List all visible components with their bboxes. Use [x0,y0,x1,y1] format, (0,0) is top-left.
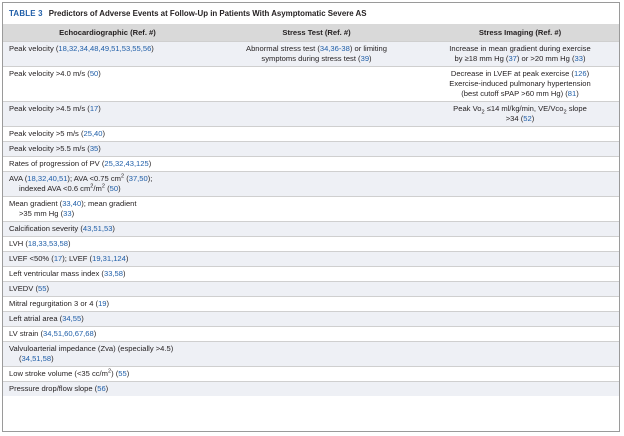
table-header-row [3,24,619,42]
cell-stress-test [212,102,421,127]
cell-echocardiographic [3,312,212,327]
text-segment: Left ventricular mass index ( [9,269,104,278]
cell-echocardiographic [3,367,212,382]
cell-line [427,104,613,114]
cell-stress-test [212,342,421,367]
cell-stress-imaging [421,222,619,237]
table-row [3,282,619,297]
text-segment: AVA ( [9,174,28,183]
cell-stress-test [212,237,421,252]
reference-link: 19,31,124 [92,254,126,263]
text-segment: Mitral regurgitation 3 or 4 ( [9,299,99,308]
text-segment: >34 ( [505,114,524,123]
header-stress-test: Stress Test (Ref. #) [212,24,421,42]
text-segment: Peak velocity >4.0 m/s ( [9,69,90,78]
table-row [3,42,619,67]
cell-stress-test [212,157,421,172]
cell-echocardiographic [3,237,212,252]
text-segment: ) [125,254,129,263]
cell-line [9,174,206,184]
cell-echocardiographic [3,282,212,297]
reference-link: 33,58 [103,269,123,278]
text-segment: ) [98,144,101,153]
text-segment: ) or >20 mm Hg ( [516,54,575,63]
cell-stress-test [212,222,421,237]
text-segment: Peak velocity >5.5 m/s ( [9,144,90,153]
cell-stress-imaging [421,67,619,102]
cell-stress-test [212,297,421,312]
table-row [3,157,619,172]
cell-echocardiographic [3,127,212,142]
text-segment: ) [46,284,49,293]
cell-stress-test [212,252,421,267]
cell-line [9,159,206,169]
reference-link: 43,51,53 [82,224,113,233]
cell-echocardiographic [3,197,212,222]
cell-stress-imaging [421,127,619,142]
cell-stress-test [212,197,421,222]
text-segment: (best cutoff sPAP >60 mm Hg) ( [461,89,568,98]
cell-echocardiographic [3,267,212,282]
reference-link: 52 [523,114,532,123]
text-segment: ) [93,329,97,338]
text-segment: ) [582,54,586,63]
reference-link: 37 [508,54,517,63]
text-segment: Peak velocity ( [9,44,59,53]
table-row [3,297,619,312]
reference-link: 37,50 [128,174,148,183]
table-row [3,67,619,102]
cell-stress-test [212,67,421,102]
reference-link: 55 [118,369,127,378]
cell-stress-test [212,367,421,382]
text-segment: Peak velocity >4.5 m/s ( [9,104,90,113]
table-row [3,172,619,197]
cell-stress-test [212,42,421,67]
text-segment: Valvuloarterial impedance (Zva) (especially >4.5) [9,344,174,353]
cell-line [9,224,206,234]
text-segment: by ≥18 mm Hg ( [454,54,509,63]
cell-stress-test [212,172,421,197]
reference-link: 126 [573,69,587,78]
text-segment: Exercise-induced pulmonary hypertension [449,79,591,88]
reference-link: 34,51,60,67,68 [43,329,94,338]
text-segment: ); mean gradient [81,199,137,208]
text-segment: LV strain ( [9,329,44,338]
cell-stress-imaging [421,367,619,382]
table-row [3,127,619,142]
text-segment: Decrease in LVEF at peak exercise ( [450,69,574,78]
reference-link: 33 [574,54,583,63]
text-segment: /m [93,184,102,193]
cell-line [9,239,206,249]
text-segment: LVEDV ( [9,284,38,293]
header-stress-imaging: Stress Imaging (Ref. #) [421,24,619,42]
cell-line [427,69,613,79]
cell-stress-imaging [421,197,619,222]
text-segment: slope [566,104,587,113]
text-segment: ) [67,239,71,248]
text-segment: ) [105,384,109,393]
cell-stress-imaging [421,252,619,267]
reference-link: 34,51,58 [21,354,52,363]
text-segment: symptoms during stress test ( [261,54,361,63]
cell-stress-imaging [421,342,619,367]
subscript: 2 [563,109,567,116]
text-segment: Increase in mean gradient during exercise [449,44,591,53]
text-segment: ) [112,224,115,233]
table-row [3,382,619,397]
cell-stress-imaging [421,157,619,172]
reference-link: 56 [97,384,106,393]
reference-link: 25,32,43,125 [104,159,149,168]
text-segment: ) [148,159,152,168]
text-segment: ≤14 ml/kg/min, VE/Vco [484,104,564,113]
text-segment: ) [51,354,54,363]
cell-line [427,114,613,124]
text-segment: Pressure drop/flow slope ( [9,384,98,393]
text-segment: ); AVA <0.75 cm [67,174,121,183]
table-title: Predictors of Adverse Events at Follow-Up in Patients With Asymptomatic Severe AS [48,9,367,18]
text-segment: ) [151,44,154,53]
cell-line [9,69,206,79]
reference-link: 33,40 [62,199,82,208]
text-segment: ); LVEF ( [62,254,93,263]
reference-link: 81 [567,89,577,98]
cell-stress-test [212,267,421,282]
cell-stress-test [212,312,421,327]
cell-line [427,89,613,99]
cell-stress-test [212,127,421,142]
cell-stress-imaging [421,382,619,397]
cell-echocardiographic [3,142,212,157]
reference-link: 18,33,53,58 [27,239,68,248]
superscript: 2 [120,173,125,180]
cell-echocardiographic [3,297,212,312]
cell-line [9,269,206,279]
cell-line-continued [9,184,206,194]
cell-line [9,344,206,354]
cell-line [9,314,206,324]
cell-stress-imaging [421,297,619,312]
reference-link: 55 [37,284,47,293]
table-row [3,327,619,342]
text-segment: ) or limiting [349,44,387,53]
table-row [3,342,619,367]
table-container [2,2,620,432]
text-segment: ) [586,69,590,78]
cell-line [9,284,206,294]
reference-link: 18,32,40,51 [27,174,68,183]
text-segment: Left atrial area ( [9,314,63,323]
text-segment: ) [576,89,579,98]
cell-line-continued [9,354,206,364]
text-segment: Abnormal stress test ( [246,44,320,53]
text-segment: ) [122,269,126,278]
cell-line [9,199,206,209]
cell-line [9,384,206,394]
table-row [3,222,619,237]
text-segment: ) [106,299,110,308]
reference-link: 19 [98,299,107,308]
table-row [3,252,619,267]
text-segment: ) [126,369,130,378]
subscript: 2 [481,109,485,116]
text-segment: Low stroke volume (<35 cc/m [9,369,108,378]
cell-line [427,79,613,89]
cell-echocardiographic [3,157,212,172]
table-row [3,197,619,222]
cell-line [427,44,613,54]
text-segment: Calcification severity ( [9,224,83,233]
cell-echocardiographic [3,42,212,67]
text-segment: Rates of progression of PV ( [9,159,105,168]
reference-link: 18,32,34,48,49,51,53,55,56 [58,44,152,53]
reference-link: 34,55 [62,314,82,323]
cell-line [9,299,206,309]
cell-line [9,254,206,264]
text-segment: ( [19,354,22,363]
cell-stress-imaging [421,142,619,157]
text-segment: Peak Vo [453,104,482,113]
cell-echocardiographic [3,327,212,342]
cell-echocardiographic [3,342,212,367]
reference-link: 39 [360,54,370,63]
predictors-table [3,24,619,396]
cell-stress-test [212,327,421,342]
table-caption [3,3,619,24]
cell-line [9,104,206,114]
superscript: 2 [107,368,112,375]
text-segment: Mean gradient ( [9,199,63,208]
text-segment: ) [98,104,101,113]
table-row [3,267,619,282]
text-segment: ( [124,174,129,183]
superscript: 2 [101,183,105,190]
cell-line-continued [9,209,206,219]
cell-echocardiographic [3,172,212,197]
table-row [3,237,619,252]
text-segment: LVH ( [9,239,28,248]
cell-echocardiographic [3,382,212,397]
cell-line [9,329,206,339]
cell-stress-imaging [421,42,619,67]
cell-stress-imaging [421,312,619,327]
cell-line [427,54,613,64]
cell-stress-imaging [421,267,619,282]
reference-link: 50 [109,184,119,193]
cell-stress-imaging [421,282,619,297]
reference-link: 33 [63,209,72,218]
text-segment: LVEF <50% ( [9,254,54,263]
cell-line [9,129,206,139]
reference-link: 34,36-38 [319,44,350,53]
reference-link: 17 [89,104,99,113]
text-segment: >35 mm Hg ( [19,209,64,218]
superscript: 2 [90,183,94,190]
text-segment: ) [531,114,535,123]
text-segment: ) [81,314,84,323]
cell-echocardiographic [3,67,212,102]
cell-line [9,369,206,379]
text-segment: ) [102,129,106,138]
cell-stress-imaging [421,237,619,252]
text-segment: ) [369,54,372,63]
cell-line [218,44,415,54]
table-body [3,42,619,397]
reference-link: 35 [89,144,99,153]
reference-link: 25,40 [83,129,103,138]
text-segment: ) [118,184,121,193]
text-segment: indexed AVA <0.6 cm [19,184,91,193]
cell-stress-imaging [421,172,619,197]
cell-line [9,44,206,54]
cell-echocardiographic [3,102,212,127]
cell-stress-imaging [421,102,619,127]
table-label: TABLE 3 [9,9,43,18]
text-segment: ) [98,69,101,78]
cell-echocardiographic [3,222,212,237]
cell-stress-test [212,282,421,297]
text-segment: ); [147,174,153,183]
text-segment: ( [104,184,110,193]
cell-stress-imaging [421,327,619,342]
cell-stress-test [212,142,421,157]
table-row [3,142,619,157]
reference-link: 50 [89,69,99,78]
reference-link: 17 [53,254,63,263]
cell-line [9,144,206,154]
cell-stress-test [212,382,421,397]
cell-echocardiographic [3,252,212,267]
text-segment: ) [71,209,75,218]
header-echocardiographic: Echocardiographic (Ref. #) [3,24,212,42]
text-segment: ) ( [111,369,119,378]
cell-line [218,54,415,64]
table-row [3,312,619,327]
table-row [3,367,619,382]
table-row [3,102,619,127]
text-segment: Peak velocity >5 m/s ( [9,129,84,138]
